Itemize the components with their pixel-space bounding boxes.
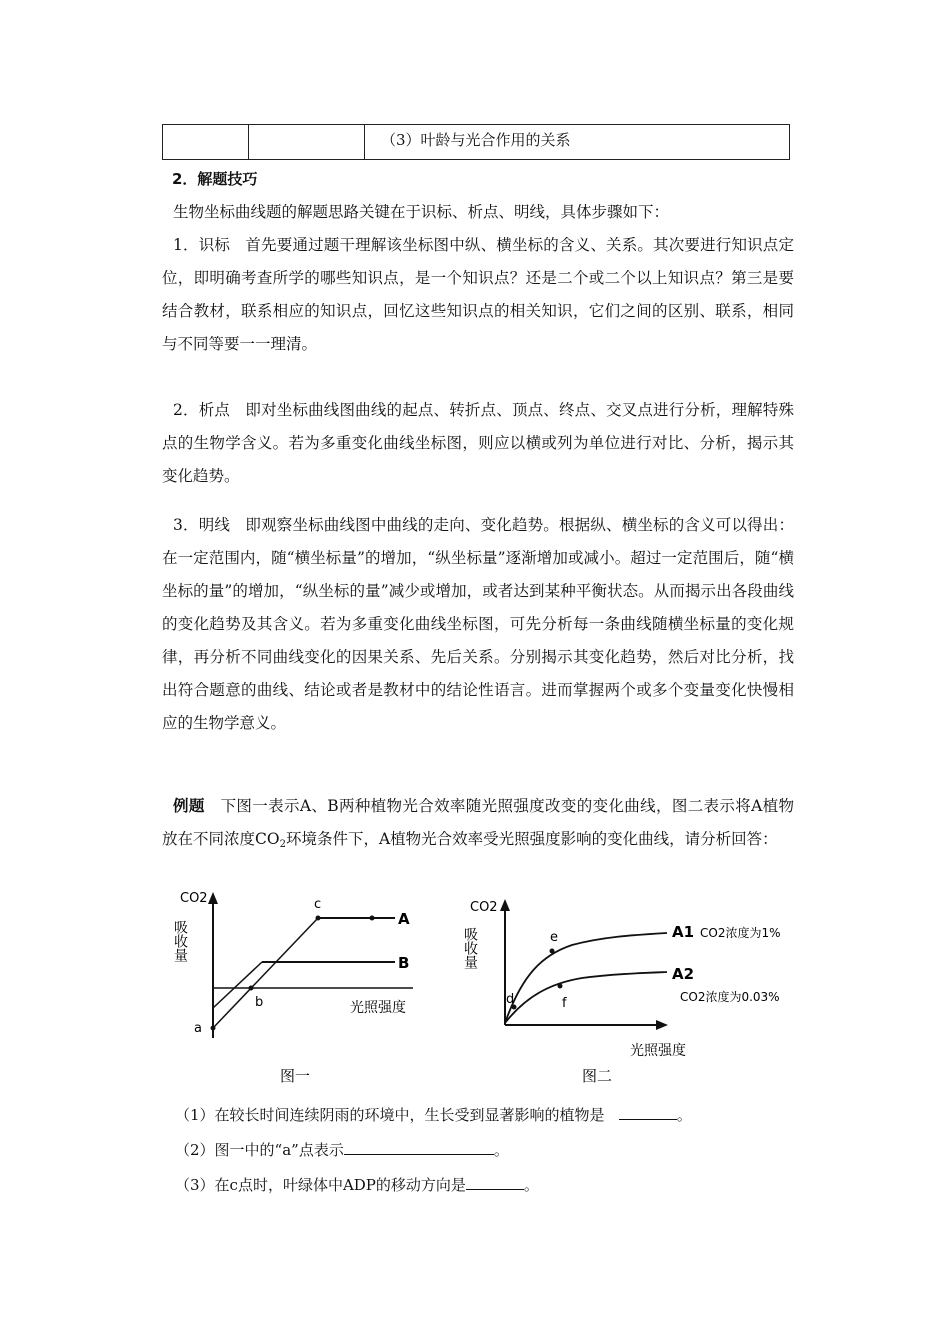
fig1-co2-label: CO2 (180, 891, 208, 906)
fig1-x-label: 光照强度 (350, 1000, 406, 1016)
figure-2-chart (462, 895, 807, 1090)
fig2-x-arrow (656, 1020, 668, 1030)
step-text: 即观察坐标曲线图中曲线的走向、变化趋势。根据纵、横坐标的含义可以得出：在一定范围内，随“横坐标量”的增加，“纵坐标量”逐渐增加或减小。超过一定范围后，随“横坐标的量”的增加，“纵坐标的量”减少或增加，或者达到某种平衡状态。从而揭示出各段曲线的变化趋势及其含义。若为多重变化曲线坐标图，可先分析每一条曲线随横坐标量的变化规律，再分析不同曲线变化的因果关系、先后关系。分别揭示其变化趋势，然后对比分析，找出符合题意的曲线、结论或者是教材中的结论性语言。进而掌握两个或多个变量变化快慢相应的生物学意义。 (162, 516, 794, 732)
fig2-curve-A2 (505, 972, 667, 1023)
fig2-point-e (550, 949, 555, 954)
fig1-point-a (211, 1026, 216, 1031)
fig2-label-A1: A1 (672, 923, 695, 941)
fig1-y-label: 吸收量 (172, 920, 188, 962)
fig1-point-A-end (370, 916, 375, 921)
section-heading: 2．解题技巧 (172, 170, 258, 188)
fig2-title: 图二 (582, 1067, 613, 1085)
step-title: 3．明线 (173, 516, 231, 534)
fig2-label-A2: A2 (672, 965, 695, 983)
example-text-a: 下图一表示A、B两种植物光合效率随光照强度改变的变化曲线，图二表示将A植物放在不同浓度CO (162, 797, 795, 848)
fig2-note-1: CO2浓度为1% (700, 926, 781, 940)
question-1 (175, 1103, 692, 1125)
table-cell (249, 125, 365, 160)
step-3 (162, 509, 794, 740)
fig1-title: 图一 (280, 1067, 311, 1085)
answer-blank[interactable] (619, 1103, 677, 1120)
example-label: 例题 (173, 797, 205, 815)
top-table (162, 124, 790, 160)
intro-paragraph (162, 196, 794, 229)
fig2-label-e: e (550, 930, 558, 945)
step-title: 2．析点 (173, 401, 231, 419)
fig2-point-f (558, 984, 563, 989)
fig2-co2-label: CO2 (470, 900, 498, 915)
question-suffix: 。 (676, 1106, 692, 1124)
question-3 (175, 1173, 539, 1195)
fig1-label-B: B (398, 954, 410, 972)
example-text-b: 环境条件下，A植物光合效率受光照强度影响的变化曲线，请分析回答： (285, 830, 778, 848)
fig1-line-A-rise (213, 918, 318, 1028)
step-2 (162, 394, 794, 493)
question-suffix: 。 (523, 1176, 539, 1194)
question-suffix: 。 (493, 1141, 509, 1159)
intro-text: 生物坐标曲线题的解题思路关键在于识标、析点、明线，具体步骤如下： (173, 203, 670, 221)
step-1 (162, 229, 794, 361)
fig2-label-f: f (562, 996, 567, 1011)
fig1-label-a: a (194, 1021, 202, 1036)
question-text: （2）图一中的“a”点表示 (175, 1141, 344, 1159)
fig1-point-b (249, 986, 254, 991)
fig1-label-A: A (398, 910, 410, 928)
fig2-y-label: 吸收量 (462, 927, 478, 969)
question-text: （1）在较长时间连续阴雨的环境中，生长受到显著影响的植物是 (175, 1106, 605, 1124)
fig2-x-label: 光照强度 (630, 1043, 686, 1059)
fig2-note-2: CO2浓度为0.03% (680, 990, 780, 1004)
table-cell (163, 125, 249, 160)
fig1-y-arrow (208, 892, 218, 904)
question-2 (175, 1138, 509, 1160)
step-text: 即对坐标曲线图曲线的起点、转折点、顶点、终点、交叉点进行分析，理解特殊点的生物学含义。若为多重变化曲线坐标图，则应以横或列为单位进行对比、分析，揭示其变化趋势。 (162, 401, 794, 485)
fig1-label-c: c (314, 897, 322, 912)
fig2-label-d: d (506, 992, 515, 1007)
figure-1-chart (170, 880, 430, 1090)
table-row (163, 125, 790, 160)
answer-blank[interactable] (466, 1173, 524, 1190)
fig2-y-arrow (500, 899, 510, 911)
step-text: 首先要通过题干理解该坐标图中纵、横坐标的含义、关系。其次要进行知识点定位，即明确考查所学的哪些知识点，是一个知识点？还是二个或二个以上知识点？第三是要结合教材，联系相应的知识点，回忆这些知识点的相关知识，它们之间的区别、联系，相同与不同等要一一理清。 (162, 236, 794, 353)
step-title: 1．识标 (173, 236, 231, 254)
fig1-label-b: b (255, 995, 264, 1010)
co2-subscript: 2 (279, 839, 286, 850)
fig1-point-c (316, 916, 321, 921)
answer-blank[interactable] (344, 1138, 494, 1155)
table-cell: （3）叶龄与光合作用的关系 (365, 125, 790, 160)
question-text: （3）在c点时，叶绿体中ADP的移动方向是 (175, 1176, 466, 1194)
example-paragraph (162, 790, 794, 861)
